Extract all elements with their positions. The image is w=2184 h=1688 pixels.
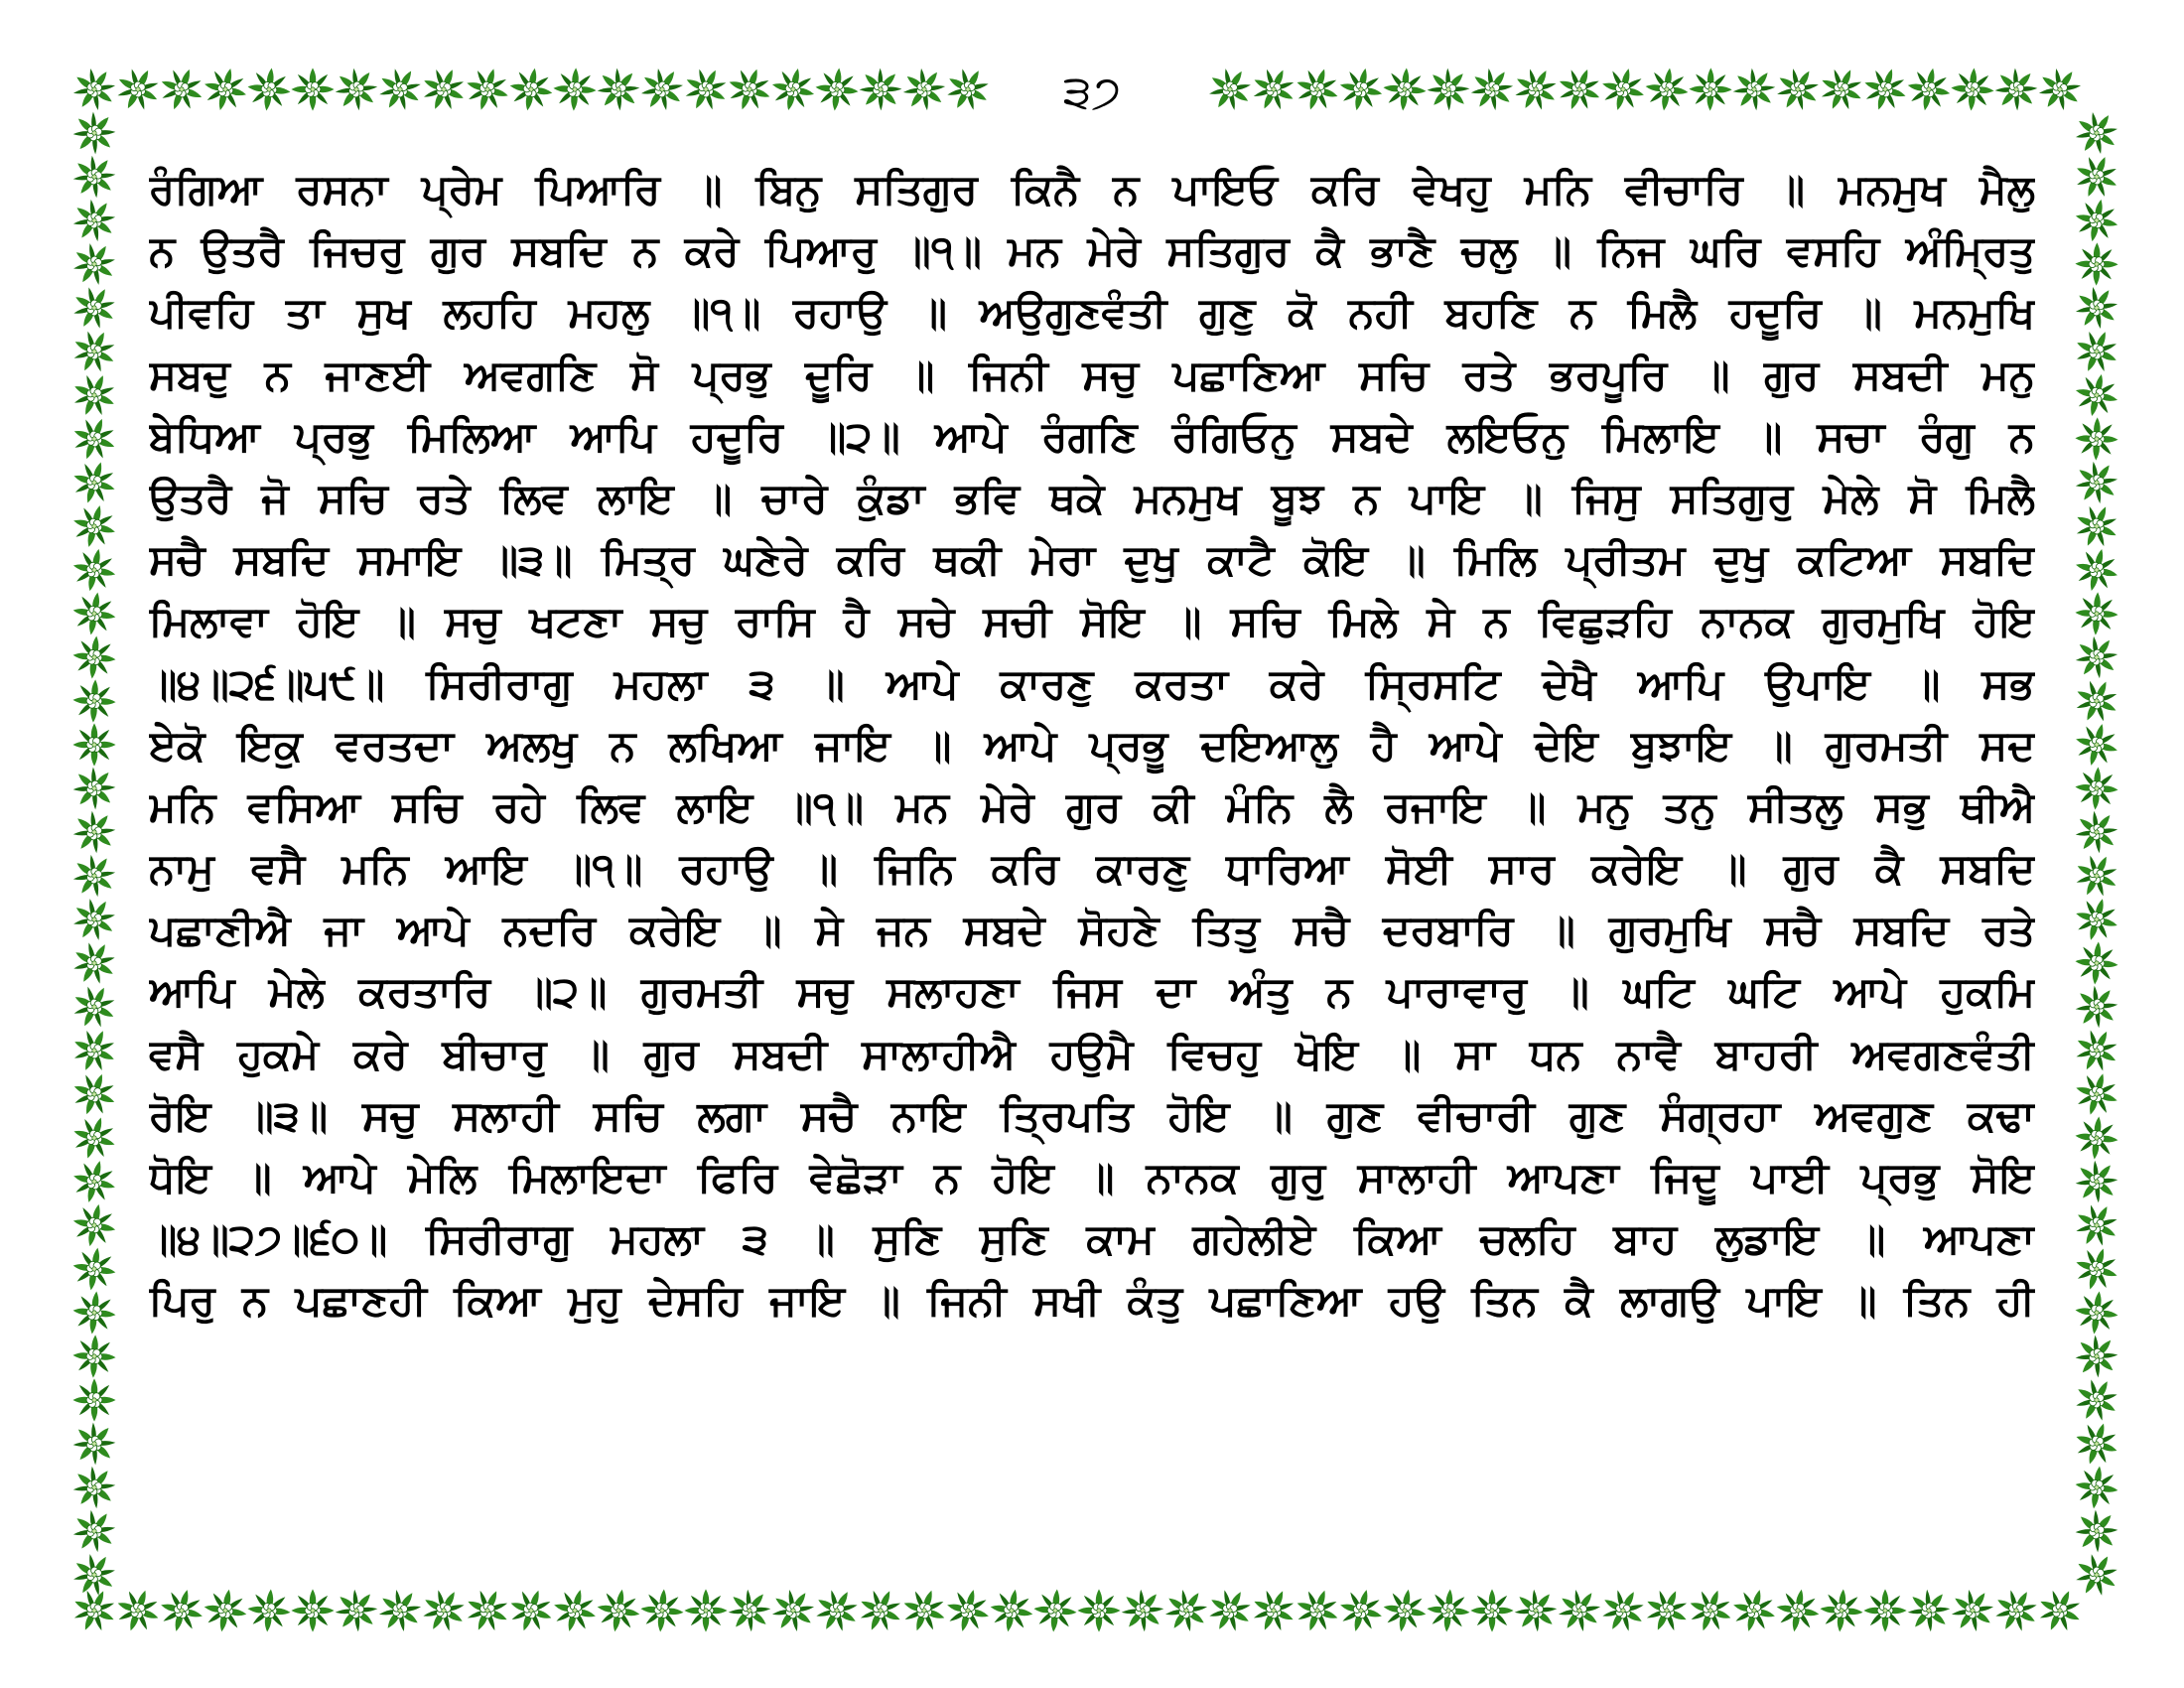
border-flower-icon (2071, 369, 2122, 421)
border-flower-icon (2067, 1327, 2127, 1387)
text-line: ਉਤਰੈ ਜੋ ਸਚਿ ਰਤੇ ਲਿਵ ਲਾਇ ॥ ਚਾਰੇ ਕੁੰਡਾ ਭਵਿ ਥਕੇ ਮਨਮੁਖ ਬੂਝ ਨ ਪਾਇ ॥ ਜਿਸੁ ਸਤਿਗੁਰੁ ਮੇਲੇ ਸੋ ਮਿਲੈ (149, 473, 2035, 522)
border-flower-icon (763, 1581, 823, 1640)
border-flower-icon (2069, 149, 2125, 206)
border-flower-icon (2073, 1114, 2119, 1161)
text-line: ਮਿਲਾਵਾ ਹੋਇ ॥ ਸਚੁ ਖਟਣਾ ਸਚੁ ਰਾਸਿ ਹੈ ਸਚੇ ਸਚੀ ਸੋਇ ॥ ਸਚਿ ਮਿਲੇ ਸੇ ਨ ਵਿਛੁੜਹਿ ਨਾਨਕ ਗੁਰਮੁਖਿ ਹੋਇ (149, 597, 2035, 646)
border-flower-icon (720, 1581, 780, 1641)
border-flower-icon (1335, 64, 1386, 114)
border-flower-icon (2067, 453, 2126, 512)
border-flower-icon (1904, 65, 1955, 115)
border-flower-icon (552, 67, 597, 111)
border-flower-icon (2071, 544, 2122, 596)
border-flower-icon (1507, 61, 1566, 119)
border-flower-icon (327, 1581, 387, 1641)
border-flower-icon (2068, 672, 2125, 730)
border-flower-icon (2074, 940, 2120, 987)
border-flower-icon (461, 63, 514, 116)
border-flower-icon (1819, 1588, 1865, 1634)
border-flower-icon (68, 544, 119, 595)
border-flower-icon (938, 60, 997, 118)
border-flower-icon (67, 411, 122, 467)
border-flower-icon (156, 1585, 208, 1637)
border-flower-icon (109, 61, 167, 118)
border-flower-icon (852, 1582, 908, 1638)
text-line: ਧੋਇ ॥ ਆਪੇ ਮੇਲਿ ਮਿਲਾਇਦਾ ਫਿਰਿ ਵੇਛੋੜਾ ਨ ਹੋਇ ॥ ਨਾਨਕ ਗੁਰੁ ਸਾਲਾਹੀ ਆਪਣਾ ਜਿਦੂ ਪਾਈ ਪ੍ਰਭੁ ਸੋਇ (149, 1153, 2035, 1201)
border-flower-icon (594, 1586, 643, 1635)
border-flower-icon (1291, 63, 1345, 117)
border-flower-icon (2068, 323, 2124, 379)
border-flower-icon (291, 1589, 334, 1631)
border-flower-icon (2067, 1545, 2125, 1604)
border-flower-icon (66, 366, 122, 423)
border-flower-icon (1245, 1582, 1301, 1638)
border-flower-icon (64, 758, 124, 818)
border-flower-icon (1986, 1581, 2045, 1639)
border-flower-icon (1550, 1581, 1609, 1640)
border-flower-icon (370, 1581, 430, 1640)
border-flower-icon (64, 102, 124, 163)
text-line: ਪੀਵਹਿ ਤਾ ਸੁਖ ਲਹਹਿ ਮਹਲੁ ॥੧॥ ਰਹਾਉ ॥ ਅਉਗੁਣਵੰਤੀ ਗੁਣੁ ਕੋ ਨਹੀ ਬਹਣਿ ਨ ਮਿਲੈ ਹਦੂਰਿ ॥ ਮਨਮੁਖਿ (149, 288, 2035, 338)
border-flower-icon (1290, 1583, 1344, 1637)
border-flower-icon (70, 633, 117, 680)
text-line: ਨ ਉਤਰੈ ਜਿਚਰੁ ਗੁਰ ਸਬਦਿ ਨ ਕਰੇ ਪਿਆਰੁ ॥੧॥ ਮਨ ਮੇਰੇ ਸਤਿਗੁਰ ਕੈ ਭਾਣੈ ਚਲੁ ॥ ਨਿਜ ਘਰਿ ਵਸਹਿ ਅੰਮ੍ਰਿਤੁ (149, 226, 2035, 276)
text-line: ਵਸੈ ਹੁਕਮੇ ਕਰੇ ਬੀਚਾਰੁ ॥ ਗੁਰ ਸਬਦੀ ਸਾਲਾਹੀਐ ਹਉਮੈ ਵਿਚਹੁ ਖੋਇ ॥ ਸਾ ਧਨ ਨਾਵੈ ਬਾਹਰੀ ਅਵਗਣਵੰਤੀ (149, 1029, 2035, 1078)
border-flower-icon (2067, 1152, 2127, 1212)
text-line: ਮਨਿ ਵਸਿਆ ਸਚਿ ਰਹੇ ਲਿਵ ਲਾਇ ॥੧॥ ਮਨ ਮੇਰੇ ਗੁਰ ਕੀ ਮੰਨਿ ਲੈ ਰਜਾਇ ॥ ਮਨੁ ਤਨੁ ਸੀਤਲੁ ਸਭੁ ਥੀਐ (149, 781, 2035, 831)
border-flower-icon (414, 1581, 473, 1639)
page-number: ੩੭ (1003, 62, 1181, 121)
border-flower-icon (1470, 1589, 1513, 1631)
border-flower-icon (154, 62, 209, 117)
text-line: ਏਕੋ ਇਕੁ ਵਰਤਦਾ ਅਲਖੁ ਨ ਲਖਿਆ ਜਾਇ ॥ ਆਪੇ ਪ੍ਰਭੂ ਦਇਆਲੁ ਹੈ ਆਪੇ ਦੇਇ ਬੁਝਾਇ ॥ ਗੁਰਮਤੀ ਸਦ (149, 720, 2035, 770)
border-flower-icon (68, 500, 121, 553)
border-flower-icon (2030, 60, 2090, 119)
border-flower-icon (66, 1022, 122, 1078)
border-flower-icon (1728, 1585, 1781, 1637)
border-flower-icon (68, 1199, 119, 1250)
border-flower-icon (327, 60, 387, 120)
border-flower-icon (1863, 1589, 1906, 1631)
border-flower-icon (1418, 59, 1478, 119)
text-line: ਸਚੈ ਸਬਦਿ ਸਮਾਇ ॥੩॥ ਮਿਤ੍ਰ ਘਣੇਰੇ ਕਰਿ ਥਕੀ ਮੇਰਾ ਦੁਖੁ ਕਾਟੈ ਕੋਇ ॥ ਮਿਲਿ ਪ੍ਰੀਤਮ ਦੁਖੁ ਕਟਿਆ ਸਬਦਿ (149, 535, 2035, 585)
border-flower-icon (69, 589, 118, 637)
text-line: ਰੋਇ ॥੩॥ ਸਚੁ ਸਲਾਹੀ ਸਚਿ ਲਗਾ ਸਚੈ ਨਾਇ ਤ੍ਰਿਪਤਿ ਹੋਇ ॥ ਗੁਣ ਵੀਚਾਰੀ ਗੁਣ ਸੰਗ੍ਰਹਾ ਅਵਗੁਣ ਕਢਾ (149, 1090, 2035, 1140)
border-flower-icon (1032, 1588, 1079, 1634)
border-flower-icon (2068, 847, 2125, 905)
border-flower-icon (1335, 1585, 1388, 1637)
border-flower-icon (1157, 1581, 1216, 1640)
border-flower-icon (2070, 893, 2122, 945)
border-flower-icon (684, 1589, 727, 1631)
border-flower-icon (2075, 242, 2118, 286)
border-flower-icon (66, 978, 123, 1036)
border-flower-icon (72, 1378, 115, 1421)
border-flower-icon (1077, 1589, 1120, 1631)
border-flower-icon (767, 64, 819, 115)
border-flower-icon (2073, 1464, 2121, 1512)
border-flower-icon (2071, 719, 2123, 772)
border-flower-icon (722, 62, 776, 116)
scripture-text (149, 159, 2035, 1519)
border-flower-icon (110, 1583, 165, 1637)
border-flower-icon (677, 61, 735, 118)
border-flower-icon (2031, 1582, 2088, 1638)
border-flower-icon (201, 1586, 250, 1635)
border-flower-icon (2070, 1067, 2123, 1121)
text-line: ਰੰਗਿਆ ਰਸਨਾ ਪ੍ਰੇਮ ਪਿਆਰਿ ॥ ਬਿਨੁ ਸਤਿਗੁਰ ਕਿਨੈ ਨ ਪਾਇਓ ਕਰਿ ਵੇਖਹੁ ਮਨਿ ਵੀਚਾਰਿ ॥ ਮਨਮੁਖ ਮੈਲੁ (149, 165, 2035, 213)
border-flower-icon (1985, 59, 2046, 119)
border-flower-icon (65, 191, 124, 250)
border-flower-icon (65, 802, 125, 863)
border-flower-icon (65, 1545, 124, 1605)
border-flower-icon (64, 1413, 124, 1474)
border-flower-icon (68, 1111, 121, 1165)
text-line: ਨਾਮੁ ਵਸੈ ਮਨਿ ਆਇ ॥੧॥ ਰਹਾਉ ॥ ਜਿਨਿ ਕਰਿ ਕਾਰਣੁ ਧਾਰਿਆ ਸੋਈ ਸਾਰ ਕਰੇਇ ॥ ਗੁਰ ਕੈ ਸਬਦਿ (149, 844, 2035, 894)
border-flower-icon (69, 1244, 118, 1293)
text-line: ॥੪॥੨੬॥੫੯॥ ਸਿਰੀਰਾਗੁ ਮਹਲਾ ੩ ॥ ਆਪੇ ਕਾਰਣੁ ਕਰਤਾ ਕਰੇ ਸ੍ਰਿਸਟਿ ਦੇਖੈ ਆਪਿ ਉਪਾਇ ॥ ਸਭ (149, 658, 2035, 708)
border-flower-icon (850, 59, 910, 119)
border-flower-icon (65, 1458, 125, 1518)
border-flower-icon (2075, 417, 2119, 462)
border-flower-icon (2073, 1289, 2120, 1336)
border-flower-icon (1597, 64, 1650, 116)
border-flower-icon (1462, 60, 1522, 119)
text-line: ਸਬਦੁ ਨ ਜਾਣਈ ਅਵਗਣਿ ਸੋ ਪ੍ਰਭੁ ਦੂਰਿ ॥ ਜਿਨੀ ਸਚੁ ਪਛਾਣਿਆ ਸਚਿ ਰਤੇ ਭਰਪੂਰਿ ॥ ਗੁਰ ਸਬਦੀ ਮਨੁ (149, 350, 2035, 399)
border-flower-icon (1593, 1581, 1652, 1639)
border-flower-icon (245, 66, 293, 113)
border-flower-icon (65, 1501, 124, 1561)
border-flower-icon (67, 1066, 122, 1122)
border-flower-icon (1724, 60, 1785, 120)
border-flower-icon (65, 147, 125, 208)
text-line: ਪਛਾਣੀਐ ਜਾ ਆਪੇ ਨਦਰਿ ਕਰੇਇ ॥ ਸੇ ਜਨ ਸਬਦੇ ਸੋਹਣੇ ਤਿਤੁ ਸਚੈ ਦਰਬਾਰਿ ॥ ਗੁਰਮੁਖਿ ਸਚੈ ਸਬਦਿ ਰਤੇ (149, 906, 2035, 955)
border-flower-icon (2067, 1370, 2125, 1429)
border-flower-icon (1426, 1588, 1472, 1634)
border-flower-icon (2070, 1242, 2123, 1296)
border-flower-icon (66, 323, 123, 380)
border-flower-icon (200, 64, 251, 115)
border-flower-icon (68, 456, 121, 509)
border-flower-icon (70, 1289, 117, 1336)
border-flower-icon (1382, 67, 1429, 113)
border-flower-icon (2067, 977, 2127, 1038)
border-flower-icon (2071, 195, 2121, 245)
border-flower-icon (71, 678, 116, 723)
border-flower-icon (2066, 1500, 2126, 1561)
border-flower-icon (1689, 68, 1732, 111)
border-flower-icon (1950, 67, 1995, 112)
text-line: ਪਿਰੁ ਨ ਪਛਾਣਹੀ ਕਿਆ ਮੁਹੁ ਦੇਸਹਿ ਜਾਇ ॥ ਜਿਨੀ ਸਖੀ ਕੰਤੁ ਪਛਾਣਿਆ ਹਉ ਤਿਨ ਕੈ ਲਾਗਉ ਪਾਇ ॥ ਤਿਨ ਹੀ (149, 1276, 2035, 1326)
border-flower-icon (1200, 60, 1260, 119)
border-flower-icon (2070, 1417, 2124, 1472)
border-flower-icon (1768, 60, 1828, 119)
border-flower-icon (65, 890, 124, 949)
border-flower-icon (2068, 1196, 2126, 1255)
border-flower-icon (2068, 497, 2124, 554)
border-flower-icon (589, 60, 649, 120)
border-flower-icon (1638, 1582, 1695, 1638)
border-flower-icon (942, 1585, 995, 1637)
border-flower-icon (65, 60, 124, 119)
border-flower-icon (370, 60, 429, 118)
border-flower-icon (896, 1583, 951, 1637)
border-flower-icon (65, 846, 124, 906)
border-flower-icon (2068, 1022, 2125, 1079)
text-line: ॥੪॥੨੭॥੬੦॥ ਸਿਰੀਰਾਗੁ ਮਹਲਾ ੩ ॥ ਸੁਣਿ ਸੁਣਿ ਕਾਮ ਗਹੇਲੀਏ ਕਿਆ ਚਲਹਿ ਬਾਹ ਲੁਡਾਇ ॥ ਆਪਣਾ (149, 1214, 2035, 1264)
border-flower-icon (1943, 1581, 2002, 1640)
border-flower-icon (894, 60, 954, 119)
border-flower-icon (72, 723, 115, 766)
border-flower-icon (1858, 63, 1912, 116)
border-flower-icon (1813, 61, 1869, 117)
border-flower-icon (632, 60, 692, 119)
border-flower-icon (2067, 103, 2126, 163)
border-flower-icon (2067, 628, 2126, 687)
border-flower-icon (68, 1156, 121, 1208)
border-flower-icon (1113, 1581, 1173, 1641)
border-flower-icon (65, 933, 123, 992)
border-flower-icon (549, 1585, 602, 1637)
border-flower-icon (2074, 766, 2119, 811)
border-flower-icon (503, 1583, 558, 1637)
border-flower-icon (415, 61, 472, 117)
border-flower-icon (2074, 591, 2118, 635)
border-flower-icon (66, 1582, 122, 1638)
border-flower-icon (1643, 66, 1692, 114)
border-flower-icon (1506, 1581, 1567, 1641)
border-flower-icon (639, 1588, 686, 1634)
border-flower-icon (246, 1588, 293, 1634)
border-flower-icon (807, 1581, 866, 1639)
border-flower-icon (813, 66, 860, 112)
border-flower-icon (1380, 1586, 1430, 1635)
text-line: ਆਪਿ ਮੇਲੇ ਕਰਤਾਰਿ ॥੨॥ ਗੁਰਮਤੀ ਸਚੁ ਸਲਾਹਣਾ ਜਿਸ ਦਾ ਅੰਤੁ ਨ ਪਾਰਾਵਾਰੁ ॥ ਘਟਿ ਘਟਿ ਆਪੇ ਹੁਕਮਿ (149, 967, 2035, 1017)
border-flower-icon (1552, 62, 1607, 117)
border-flower-icon (65, 234, 124, 294)
border-flower-icon (65, 278, 123, 337)
border-flower-icon (1683, 1583, 1737, 1637)
border-flower-icon (1200, 1581, 1259, 1639)
border-flower-icon (2067, 278, 2126, 338)
border-flower-icon (291, 68, 334, 110)
border-flower-icon (2067, 802, 2127, 863)
border-flower-icon (71, 1334, 116, 1378)
border-flower-icon (1245, 61, 1302, 118)
border-flower-icon (987, 1586, 1036, 1635)
text-line: ਬੇਧਿਆ ਪ੍ਰਭੁ ਮਿਲਿਆ ਆਪਿ ਹਦੂਰਿ ॥੨॥ ਆਪੇ ਰੰਗਣਿ ਰੰਗਿਓਨੁ ਸਬਦੇ ਲਇਓਨੁ ਮਿਲਾਇ ॥ ਸਚਾ ਰੰਗੁ ਨ (149, 411, 2035, 461)
border-flower-icon (459, 1582, 515, 1638)
border-flower-icon (1773, 1586, 1823, 1635)
border-flower-icon (506, 65, 556, 114)
border-flower-icon (1899, 1581, 1960, 1641)
